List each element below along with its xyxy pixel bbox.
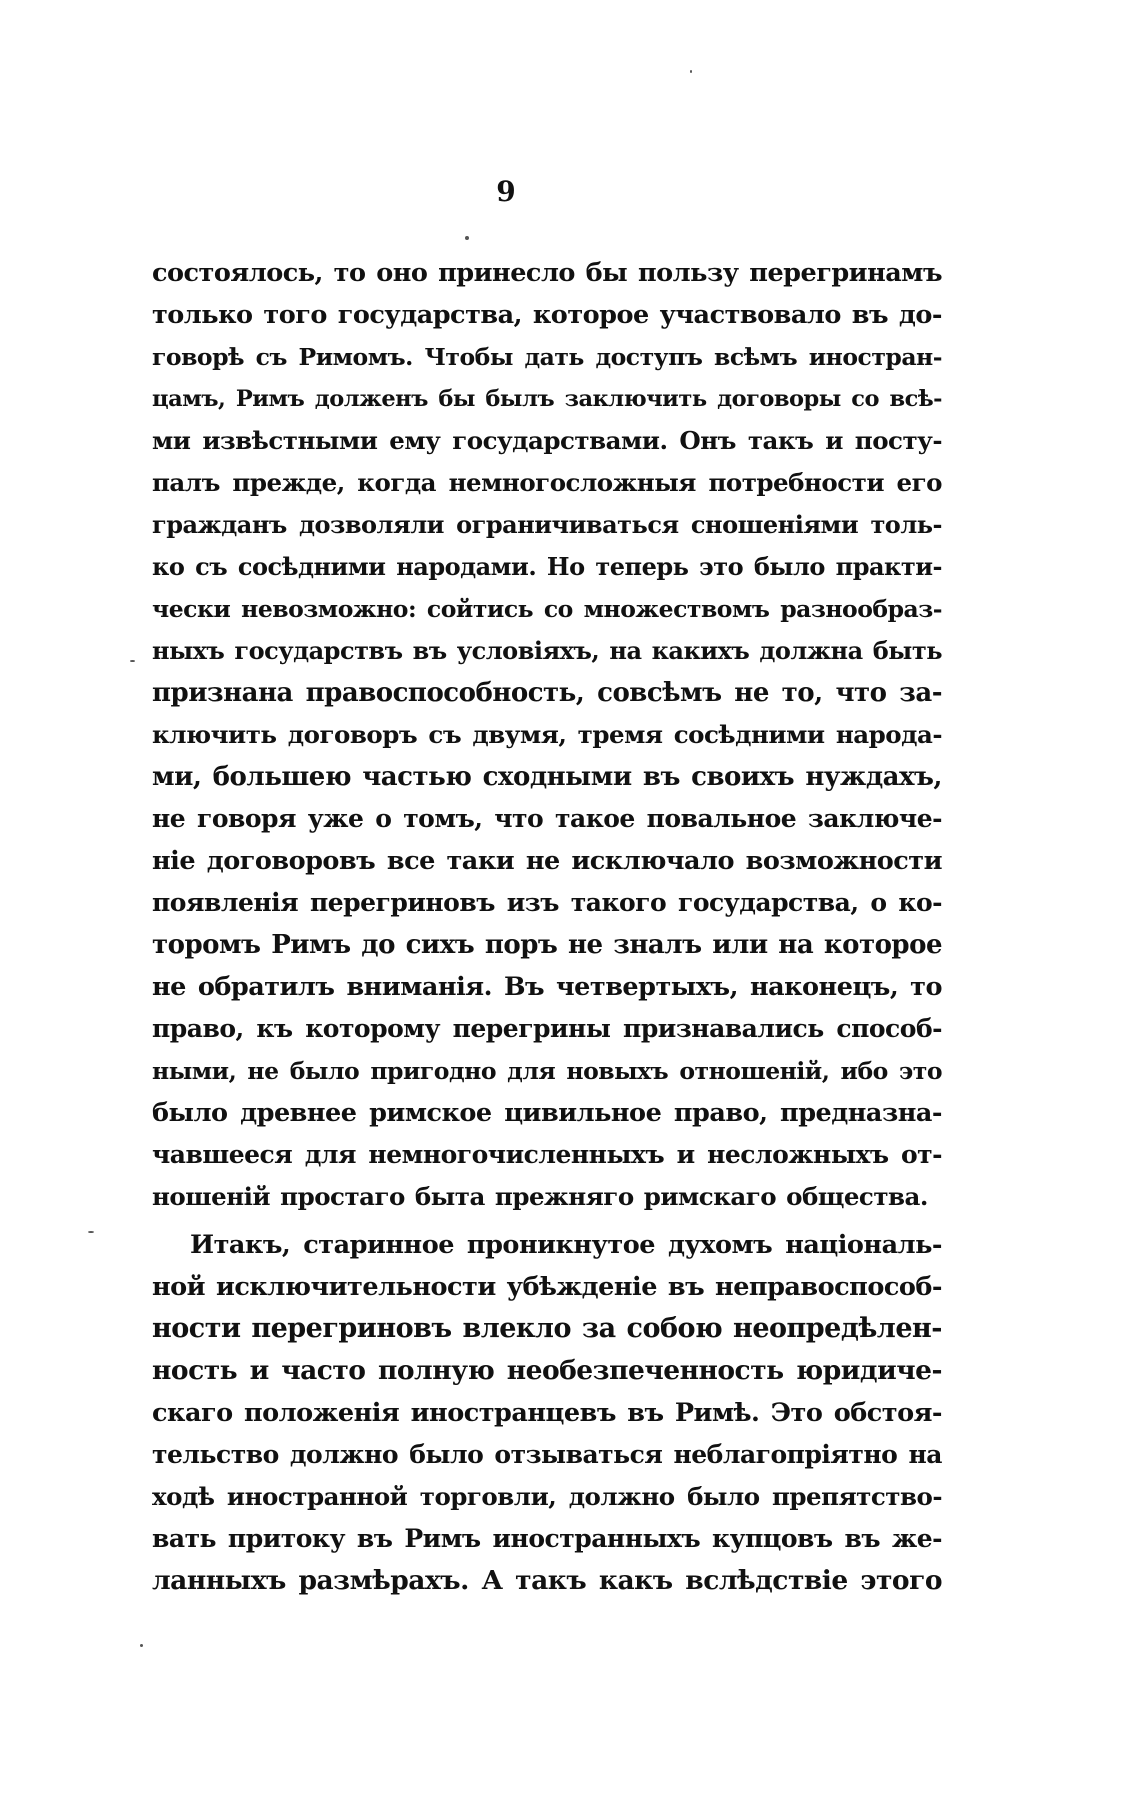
speck bbox=[690, 70, 692, 73]
text-line: Итакъ, старинное проникнутое духомъ національ- bbox=[190, 1230, 942, 1260]
text-line: вать притоку въ Римъ иностранныхъ купцовъ въ же- bbox=[152, 1524, 942, 1553]
text-line: ми извѣстными ему государствами. Онъ такъ и посту- bbox=[152, 426, 942, 455]
speck bbox=[88, 1231, 94, 1233]
speck bbox=[465, 236, 469, 240]
text-line: говорѣ съ Римомъ. Чтобы дать доступъ всѣмъ иностран- bbox=[152, 343, 942, 371]
text-line: появленія перегриновъ изъ такого государства, о ко- bbox=[152, 888, 942, 917]
text-line: цамъ, Римъ долженъ бы былъ заключить договоры со всѣ- bbox=[152, 386, 942, 412]
text-line: ношеній простаго быта прежняго римскаго общества. bbox=[152, 1182, 928, 1211]
text-line: было древнее римское цивильное право, предназна- bbox=[152, 1098, 942, 1128]
text-line: ныхъ государствъ въ условіяхъ, на какихъ должна быть bbox=[152, 636, 942, 665]
text-line: ной исключительности убѣжденіе въ неправоспособ- bbox=[152, 1272, 942, 1302]
speck bbox=[140, 1644, 143, 1647]
text-line: ко съ сосѣдними народами. Но теперь это было практи- bbox=[152, 552, 942, 581]
paragraph-2 bbox=[152, 1224, 942, 1602]
text-line: только того государства, которое участвовало въ до- bbox=[152, 300, 942, 330]
text-line: признана правоспособность, совсѣмъ не то, что за- bbox=[152, 678, 942, 708]
text-line: чавшееся для немногочисленныхъ и несложныхъ от- bbox=[152, 1140, 942, 1169]
text-line: ходѣ иностранной торговли, должно было препятство- bbox=[152, 1482, 942, 1511]
text-line: гражданъ дозволяли ограничиваться сношеніями толь- bbox=[152, 510, 942, 539]
text-line: состоялось, то оно принесло бы пользу перегринамъ bbox=[152, 258, 942, 288]
paragraph-1 bbox=[152, 252, 942, 1218]
text-line: торомъ Римъ до сихъ поръ не зналъ или на которое bbox=[152, 930, 942, 960]
text-line: ланныхъ размѣрахъ. А такъ какъ вслѣдствіе этого bbox=[152, 1565, 942, 1596]
text-line: ность и часто полную необезпеченность юридиче- bbox=[152, 1355, 942, 1386]
body-text bbox=[152, 252, 942, 1602]
text-line: тельство должно было отзываться неблагопріятно на bbox=[152, 1440, 942, 1469]
text-line: палъ прежде, когда немногосложныя потребности его bbox=[152, 468, 942, 497]
page-number: 9 bbox=[496, 175, 516, 208]
text-line: не обратилъ вниманія. Въ четвертыхъ, наконецъ, то bbox=[152, 972, 942, 1002]
text-line: ми, большею частью сходными въ своихъ нуждахъ, bbox=[152, 762, 942, 792]
text-line: ными, не было пригодно для новыхъ отношеній, ибо это bbox=[152, 1057, 942, 1085]
text-line: ности перегриновъ влекло за собою неопредѣлен- bbox=[152, 1313, 942, 1344]
text-line: ніе договоровъ все таки не исключало возможности bbox=[152, 846, 942, 876]
text-line: ключить договоръ съ двумя, тремя сосѣдними народа- bbox=[152, 720, 942, 749]
text-line: скаго положенія иностранцевъ въ Римѣ. Это обстоя- bbox=[152, 1398, 942, 1428]
text-line: право, къ которому перегрины признавались способ- bbox=[152, 1014, 942, 1043]
text-line: чески невозможно: сойтись со множествомъ разнообраз- bbox=[152, 595, 942, 623]
speck bbox=[130, 660, 135, 662]
text-line: не говоря уже о томъ, что такое повальное заключе- bbox=[152, 804, 942, 833]
